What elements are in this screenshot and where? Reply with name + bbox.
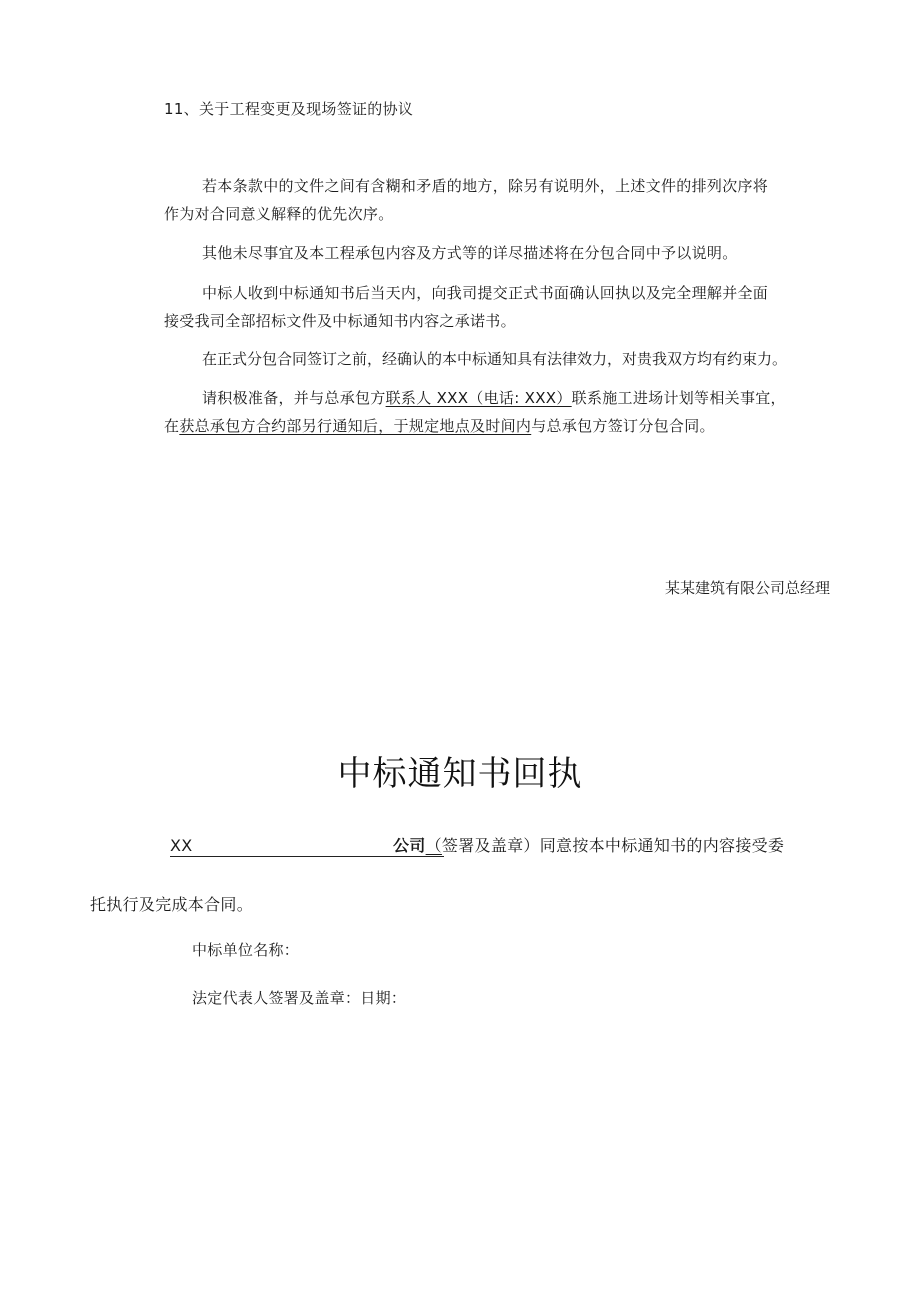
notice-time-underlined: 获总承包方合约部另行通知后，于规定地点及时间内 [179,417,532,435]
paragraph-order-line1: 若本条款中的文件之间有含糊和矛盾的地方，除另有说明外，上述文件的排列次序将 [202,177,769,195]
prepare-text-c: 联系施工进场计划等相关事宜， [571,389,786,407]
legal-rep-date-label: 法定代表人签署及盖章：日期： [192,989,407,1007]
paragraph-order-line2: 作为对合同意义解释的优先次序。 [164,205,394,223]
paragraph-receipt-line1: 中标人收到中标通知书后当天内，向我司提交正式书面确认回执以及完全理解并全面 [202,284,769,302]
bidder-name-label: 中标单位名称： [192,941,300,959]
paragraph-receipt-line2: 接受我司全部招标文件及中标通知书内容之承诺书。 [164,312,516,330]
receipt-statement-line2: 托执行及完成本合同。 [90,895,254,914]
paragraph-other-matters: 其他未尽事宜及本工程承包内容及方式等的详尽描述将在分包合同中予以说明。 [202,244,738,262]
receipt-company: 公司 [393,836,426,855]
receipt-statement-line1-rest [393,836,784,856]
paragraph-legal-effect: 在正式分包合同签订之前，经确认的本中标通知具有法律效力，对贵我双方均有约束力。 [202,350,788,368]
receipt-rest: 签署及盖章）同意按本中标通知书的内容接受委 [441,836,785,855]
paragraph-prepare-line1 [202,388,786,408]
paragraph-prepare-line2 [164,416,715,436]
prepare-line2-c: 与总承包方签订分包合同。 [531,417,715,435]
clause-11-heading: 11、关于工程变更及现场签证的协议 [164,100,414,118]
receipt-title: 中标通知书回执 [337,754,583,794]
contact-person-underlined: 联系人 XXX（电话: XXX） [385,389,572,407]
signer-general-manager: 某某建筑有限公司总经理 [664,579,830,597]
receipt-paren-open: （ [425,836,442,855]
receipt-xx: XX [170,836,193,855]
receipt-statement-line1 [170,836,193,856]
prepare-line2-a: 在 [164,417,180,435]
prepare-text-a: 请积极准备，并与总承包方 [202,389,386,407]
